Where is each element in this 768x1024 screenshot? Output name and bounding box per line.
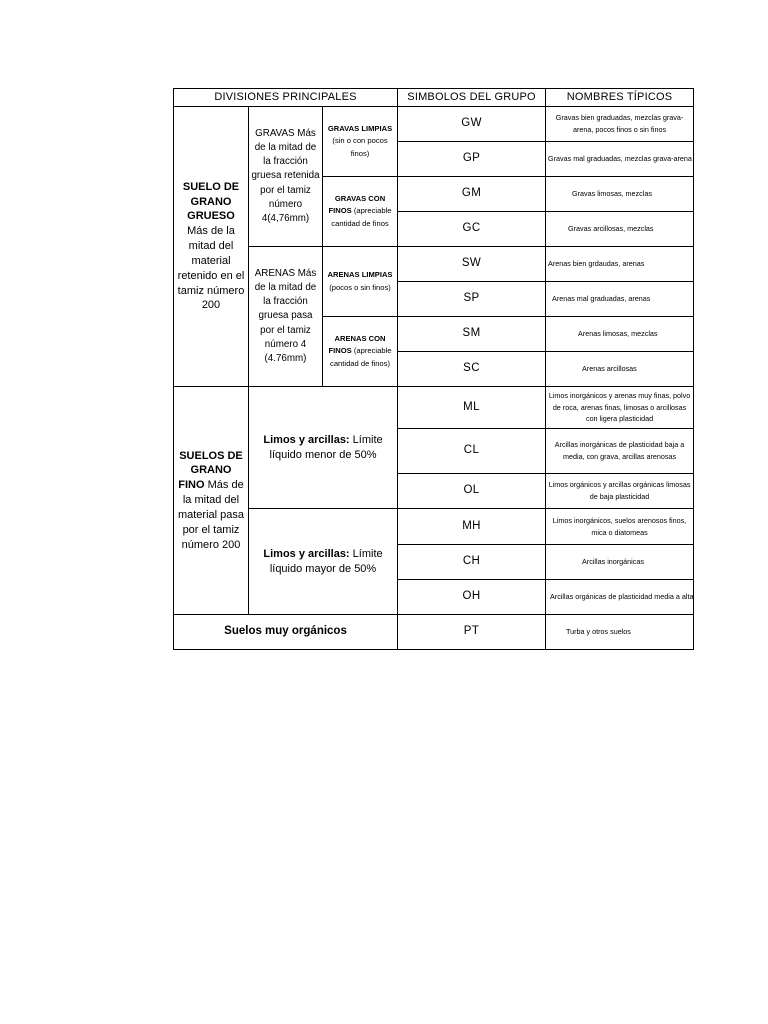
name-gm: Gravas limosas, mezclas xyxy=(546,177,694,212)
name-ml: Limos inorgánicos y arenas muy finas, polvo de roca, arenas finas, limosas o arcillosas con ligera plasticidad xyxy=(546,387,694,429)
name-gp: Gravas mal graduadas, mezclas grava-arena xyxy=(546,142,694,177)
symbol-gp: GP xyxy=(398,142,546,177)
symbol-ch: CH xyxy=(398,545,546,580)
limos-mayor-title: Limos y arcillas: xyxy=(263,547,350,560)
gravas-finos-cell xyxy=(323,177,398,247)
arenas-desc: Más de la mitad de la fracción gruesa pasa por el tamiz número 4 (4.76mm) xyxy=(254,267,317,364)
name-sm: Arenas limosas, mezclas xyxy=(546,317,694,352)
gravas-cell xyxy=(249,107,323,247)
name-pt: Turba y otros suelos xyxy=(546,615,694,650)
arenas-limpias-title: ARENAS LIMPIAS xyxy=(327,270,393,280)
limos-menor-cell xyxy=(249,387,398,509)
symbol-sw: SW xyxy=(398,247,546,282)
header-simbolos: SIMBOLOS DEL GRUPO xyxy=(398,89,546,107)
arenas-finos-title: ARENAS CON FINOS xyxy=(328,334,386,356)
soil-classification-table xyxy=(173,88,694,650)
symbol-ol: OL xyxy=(398,474,546,509)
arenas-finos-desc: (apreciable cantidad de finos) xyxy=(330,346,392,368)
name-ch: Arcillas inorgánicas xyxy=(546,545,694,580)
symbol-gm: GM xyxy=(398,177,546,212)
gravas-limpias-desc: (sin o con pocos finos) xyxy=(332,136,388,158)
name-cl: Arcillas inorgánicas de plasticidad baja a media, con grava, arcillas arenosas xyxy=(546,429,694,474)
symbol-oh: OH xyxy=(398,580,546,615)
arenas-title: ARENAS xyxy=(254,267,296,279)
symbol-sp: SP xyxy=(398,282,546,317)
header-row xyxy=(174,89,694,107)
limos-mayor-desc: Límite líquido mayor de 50% xyxy=(269,547,383,575)
table-viewport xyxy=(173,88,694,654)
arenas-finos-cell xyxy=(323,317,398,387)
arenas-cell xyxy=(249,247,323,387)
table-row xyxy=(174,107,694,142)
limos-menor-desc: Límite líquido menor de 50% xyxy=(269,433,383,461)
symbol-mh: MH xyxy=(398,509,546,545)
table-row xyxy=(174,247,694,282)
symbol-gc: GC xyxy=(398,212,546,247)
name-sp: Arenas mal graduadas, arenas xyxy=(546,282,694,317)
organicos-cell: Suelos muy orgánicos xyxy=(174,615,398,650)
table-row xyxy=(174,387,694,429)
symbol-ml: ML xyxy=(398,387,546,429)
name-oh: Arcillas orgánicas de plasticidad media a alta xyxy=(546,580,694,615)
name-ol: Limos orgánicos y arcillas orgánicas limosas de baja plasticidad xyxy=(546,474,694,509)
symbol-sm: SM xyxy=(398,317,546,352)
symbol-pt: PT xyxy=(398,615,546,650)
arenas-limpias-cell xyxy=(323,247,398,317)
grueso-desc: Más de la mitad del material retenido en el tamiz número 200 xyxy=(177,225,245,312)
limos-mayor-cell xyxy=(249,509,398,615)
name-gw: Gravas bien graduadas, mezclas grava-arena, pocos finos o sin finos xyxy=(546,107,694,142)
table-row xyxy=(174,615,694,650)
gravas-finos-desc: (apreciable cantidad de finos xyxy=(331,206,392,228)
fino-cell xyxy=(174,387,249,615)
gravas-finos-title: GRAVAS CON FINOS xyxy=(328,194,386,216)
gravas-title: GRAVAS xyxy=(255,127,295,139)
arenas-limpias-desc: (pocos o sin finos) xyxy=(329,282,391,292)
header-nombres: NOMBRES TÍPICOS xyxy=(546,89,694,107)
name-gc: Gravas arcillosas, mezclas xyxy=(546,212,694,247)
name-mh: Limos inorgánicos, suelos arenosos finos, mica o diatomeas xyxy=(546,509,694,545)
fino-desc: Más de la mitad del material pasa por el tamiz número 200 xyxy=(177,479,245,551)
gravas-limpias-cell xyxy=(323,107,398,177)
gravas-limpias-title: GRAVAS LIMPIAS xyxy=(327,124,393,134)
symbol-sc: SC xyxy=(398,352,546,387)
limos-menor-title: Limos y arcillas: xyxy=(263,433,350,446)
table-row xyxy=(174,509,694,545)
header-divisiones: DIVISIONES PRINCIPALES xyxy=(174,89,398,107)
grueso-cell xyxy=(174,107,249,387)
name-sw: Arenas bien grdaudas, arenas xyxy=(546,247,694,282)
gravas-desc: Más de la mitad de la fracción gruesa retenida por el tamiz número 4(4,76mm) xyxy=(251,127,320,224)
fino-title: SUELOS DE GRANO FINO xyxy=(178,449,243,492)
name-sc: Arenas arcillosas xyxy=(546,352,694,387)
symbol-cl: CL xyxy=(398,429,546,474)
symbol-gw: GW xyxy=(398,107,546,142)
grueso-title: SUELO DE GRANO GRUESO xyxy=(182,180,240,223)
